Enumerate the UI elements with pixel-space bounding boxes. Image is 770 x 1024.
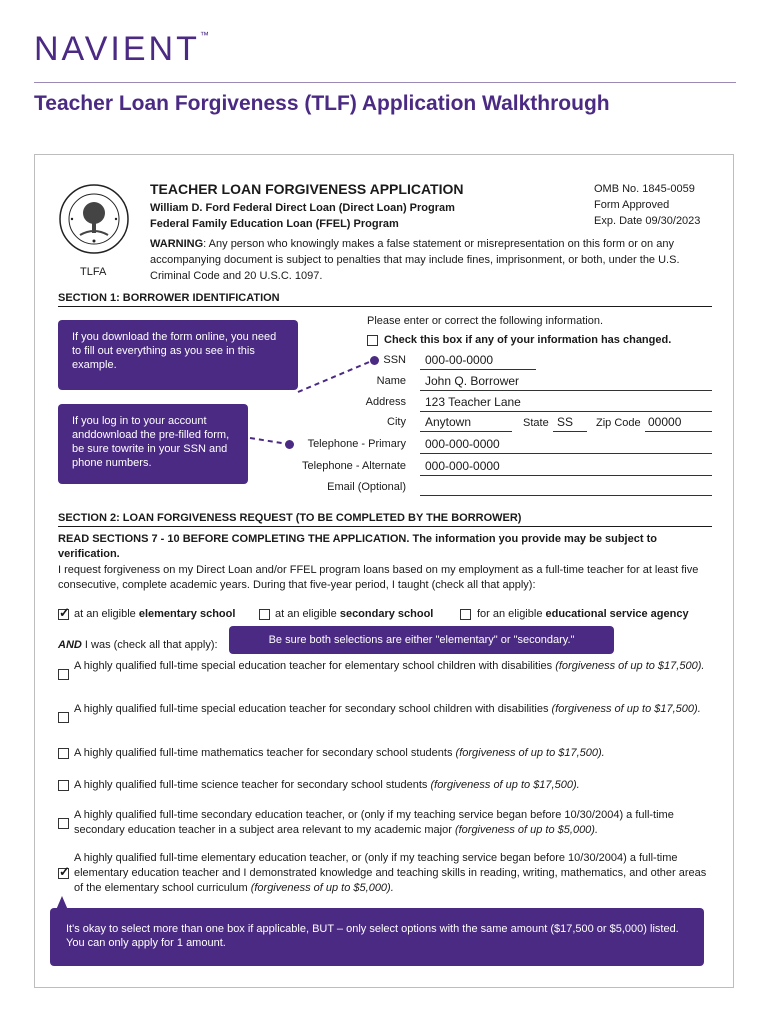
special-ed-elementary-label: A highly qualified full-time special education teacher for elementary school children with disabilities (forgiveness of up to $17,500). bbox=[74, 660, 705, 672]
email-label: Email (Optional) bbox=[327, 481, 406, 493]
science-checkbox[interactable] bbox=[58, 780, 69, 791]
mathematics-label: A highly qualified full-time mathematics teacher for secondary school students (forgiveness of up to $17,500). bbox=[74, 747, 605, 759]
address-label: Address bbox=[365, 396, 406, 408]
callout-connector-lines bbox=[240, 350, 390, 460]
form-title: TEACHER LOAN FORGIVENESS APPLICATION bbox=[150, 181, 464, 197]
ssn-label: SSN bbox=[383, 354, 406, 366]
address-underline bbox=[420, 411, 712, 412]
elementary-school-label: at an eligible elementary school bbox=[74, 608, 236, 620]
email-underline bbox=[420, 495, 712, 496]
elementary-education-label: A highly qualified full-time elementary education teacher, or (only if my teaching service began before 10/30/2004) a full-time elementary education teacher and I demonstrated knowledge and teaching skills in reading, writing, mathematics, and other areas of the elementary school curriculum (forgiveness of up to $5,000). bbox=[74, 852, 707, 894]
secondary-school-checkbox[interactable] bbox=[259, 609, 270, 620]
omb-info bbox=[594, 181, 700, 229]
read-sections-notice: READ SECTIONS 7 - 10 BEFORE COMPLETING THE APPLICATION. The information you provide may be subject to verification. bbox=[58, 533, 657, 560]
special-ed-elementary-checkbox[interactable] bbox=[58, 669, 69, 680]
telephone-primary-field[interactable]: 000-000-0000 bbox=[425, 437, 500, 451]
secondary-education-label: A highly qualified full-time secondary education teacher, or (only if my teaching service began before 10/30/2004) a full-time secondary education teacher in a subject area relevant to my academic major (forgiveness of up to $5,000). bbox=[74, 809, 674, 836]
department-of-education-seal bbox=[58, 183, 130, 255]
name-field[interactable]: John Q. Borrower bbox=[425, 374, 520, 388]
warning-text: WARNING: Any person who knowingly makes a false statement or misrepresentation on this form or on any accompanying document is subject to penalties that may include fines, imprisonment, or both, under the U.S. Criminal Code and 20 U.S.C. 1097. bbox=[150, 238, 680, 282]
name-label: Name bbox=[376, 375, 406, 387]
secondary-school-label: at an eligible secondary school bbox=[275, 608, 434, 620]
info-changed-checkbox[interactable] bbox=[367, 335, 378, 346]
telephone-alternate-field[interactable]: 000-000-0000 bbox=[425, 459, 500, 473]
zip-underline bbox=[645, 431, 712, 432]
callout-one-amount: It's okay to select more than one box if applicable, BUT – only select options with the same amount ($17,500 or $5,000) listed. You can only apply for 1 amount. bbox=[50, 908, 704, 966]
name-underline bbox=[420, 390, 712, 391]
special-ed-secondary-checkbox[interactable] bbox=[58, 712, 69, 723]
info-changed-label: Check this box if any of your information has changed. bbox=[384, 334, 672, 346]
expiration-date: Exp. Date 09/30/2023 bbox=[594, 215, 701, 227]
section-1-divider bbox=[58, 306, 712, 307]
page-title: Teacher Loan Forgiveness (TLF) Application Walkthrough bbox=[34, 92, 610, 115]
program-direct-loan: William D. Ford Federal Direct Loan (Direct Loan) Program bbox=[150, 202, 455, 214]
ssn-pointer-dot bbox=[370, 356, 379, 365]
ssn-underline bbox=[420, 369, 536, 370]
form-approved: Form Approved bbox=[594, 199, 670, 211]
service-agency-checkbox[interactable] bbox=[460, 609, 471, 620]
elementary-school-checkbox[interactable] bbox=[58, 609, 69, 620]
telephone-primary-underline bbox=[420, 453, 712, 454]
telephone-primary-label: Telephone - Primary bbox=[307, 438, 406, 450]
state-label: State bbox=[523, 417, 549, 429]
section-1-heading: SECTION 1: BORROWER IDENTIFICATION bbox=[58, 292, 280, 304]
city-field[interactable]: Anytown bbox=[425, 415, 472, 429]
callout-download-online: If you download the form online, you need to fill out everything as you see in this example. bbox=[58, 320, 298, 390]
navient-logo: NAVIENT™ bbox=[34, 30, 209, 68]
section-2-heading: SECTION 2: LOAN FORGIVENESS REQUEST (TO BE COMPLETED BY THE BORROWER) bbox=[58, 512, 522, 524]
secondary-education-checkbox[interactable] bbox=[58, 818, 69, 829]
and-instruction: AND I was (check all that apply): bbox=[58, 639, 218, 651]
state-field[interactable]: SS bbox=[557, 415, 574, 429]
omb-number: OMB No. 1845-0059 bbox=[594, 183, 695, 195]
ssn-field[interactable]: 000-00-0000 bbox=[425, 353, 494, 367]
city-label: City bbox=[387, 416, 406, 428]
city-underline bbox=[420, 431, 512, 432]
section-1-instruction: Please enter or correct the following information. bbox=[367, 315, 604, 327]
telephone-alternate-label: Telephone - Alternate bbox=[302, 460, 406, 472]
special-ed-secondary-label: A highly qualified full-time special education teacher for secondary school children with disabilities (forgiveness of up to $17,500). bbox=[74, 703, 701, 715]
science-label: A highly qualified full-time science teacher for secondary school students (forgiveness of up to $17,500). bbox=[74, 779, 580, 791]
header-divider bbox=[34, 82, 736, 83]
elementary-education-checkbox[interactable] bbox=[58, 868, 69, 879]
zip-label: Zip Code bbox=[596, 417, 641, 429]
zip-field[interactable]: 00000 bbox=[648, 415, 682, 429]
telephone-alternate-underline bbox=[420, 475, 712, 476]
callout-matching-selection: Be sure both selections are either "elementary" or "secondary." bbox=[229, 626, 614, 654]
callout-prefilled-form: If you log in to your account anddownload the pre-filled form, be sure towrite in your SSN and phone numbers. bbox=[58, 404, 248, 484]
program-ffel: Federal Family Education Loan (FFEL) Program bbox=[150, 218, 399, 230]
section-2-divider bbox=[58, 526, 712, 527]
mathematics-checkbox[interactable] bbox=[58, 748, 69, 759]
request-statement: I request forgiveness on my Direct Loan and/or FFEL program loans based on my employment as a full-time teacher for at least five consecutive, complete academic years. During that five-year period, I taught (check all that apply): bbox=[58, 564, 699, 591]
state-underline bbox=[553, 431, 587, 432]
telephone-pointer-dot bbox=[285, 440, 294, 449]
seal-label: TLFA bbox=[80, 266, 107, 278]
service-agency-label: for an eligible educational service agency bbox=[477, 608, 689, 620]
callout-arrow bbox=[52, 896, 72, 910]
address-field[interactable]: 123 Teacher Lane bbox=[425, 395, 521, 409]
